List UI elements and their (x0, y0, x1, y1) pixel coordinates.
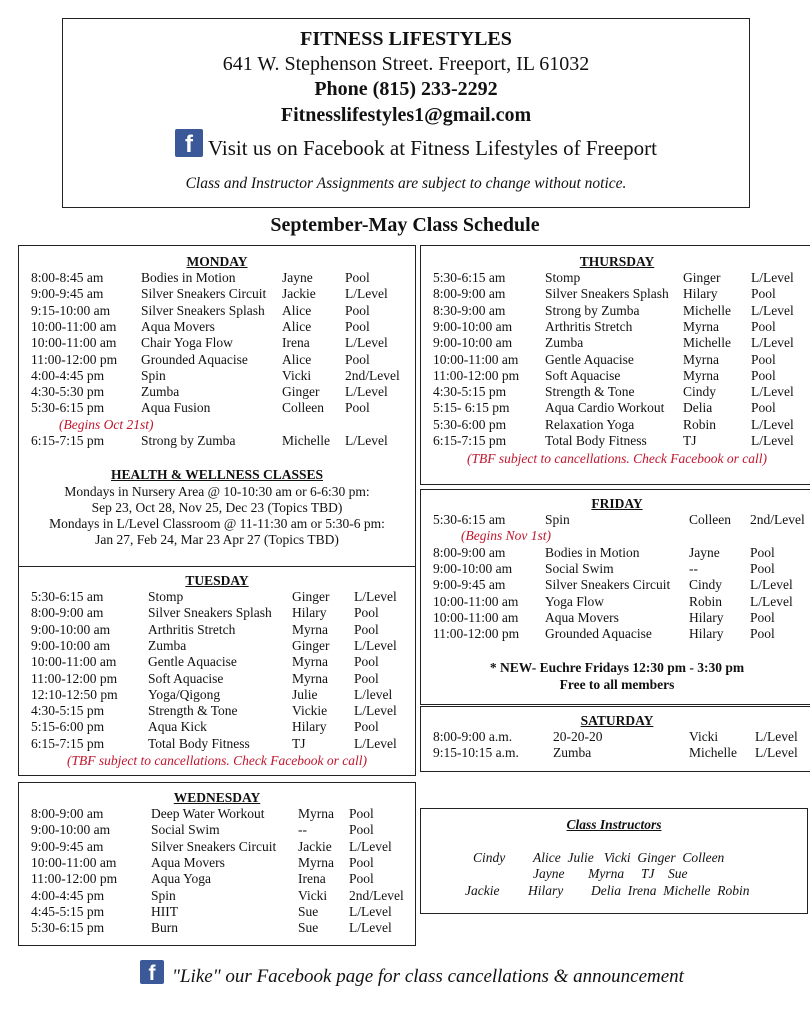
class-time: 4:00-4:45 pm (31, 367, 105, 383)
class-location: L/Level (354, 735, 397, 751)
class-time: 9:00-10:00 am (31, 621, 111, 637)
saturday-box (420, 706, 810, 772)
class-location: L/Level (750, 577, 793, 593)
schedule-row (421, 594, 810, 610)
instructor-names: Alice Julie Vicki Ginger Colleen (533, 850, 725, 865)
saturday-title: SATURDAY (580, 713, 654, 728)
class-instructor: Hilary (689, 609, 724, 625)
class-instructor: Jayne (689, 544, 720, 560)
free-line: Free to all members (559, 677, 675, 692)
class-location: Pool (349, 806, 374, 821)
class-name: Relaxation Yoga (545, 416, 635, 432)
health-line: Mondays in Nursery Area @ 10-10:30 am or 6-6:30 pm: (64, 484, 370, 499)
class-location: L/Level (354, 589, 397, 604)
class-name: Silver Sneakers Splash (148, 605, 272, 621)
instructor-name: Hilary (528, 883, 564, 898)
class-location: L/Level (354, 637, 397, 653)
class-name: Bodies in Motion (141, 270, 236, 285)
class-name: Strong by Zumba (545, 302, 640, 318)
tuesday-note: (TBF subject to cancellations. Check Facebook or call) (67, 753, 367, 768)
thursday-schedule (421, 270, 810, 455)
schedule-row (19, 270, 415, 286)
class-location: Pool (750, 609, 775, 625)
class-time: 9:00-10:00 am (433, 560, 513, 576)
class-time: 9:00-10:00 am (433, 335, 513, 351)
schedule-row (421, 610, 810, 626)
class-location: Pool (345, 270, 370, 285)
class-instructor: Michelle (683, 302, 731, 318)
schedule-row (19, 687, 415, 703)
class-time: 8:00-9:00 am (433, 544, 506, 560)
class-location: L/Level (349, 838, 392, 854)
class-instructor: Myrna (683, 318, 719, 334)
class-instructor: Ginger (683, 270, 721, 285)
class-instructor: TJ (292, 735, 306, 751)
class-name: Stomp (148, 589, 184, 604)
schedule-row (19, 671, 415, 687)
class-name: Zumba (553, 745, 592, 761)
schedule-row (421, 400, 810, 416)
class-location: 2nd/Level (349, 887, 404, 903)
class-instructor: Cindy (689, 577, 723, 593)
class-location: Pool (751, 367, 776, 383)
class-name: Yoga/Qigong (148, 686, 221, 702)
class-instructor: -- (689, 560, 698, 576)
class-instructor: Myrna (683, 367, 719, 383)
class-time: 4:30-5:15 pm (433, 384, 507, 400)
class-location: Pool (345, 318, 370, 334)
schedule-row (421, 335, 810, 351)
header-box (62, 18, 750, 208)
class-instructor: Michelle (683, 335, 731, 351)
schedule-row (421, 626, 810, 642)
class-instructor: Alice (282, 351, 312, 367)
schedule-row (19, 433, 415, 449)
class-instructor: Myrna (292, 621, 328, 637)
saturday-schedule (421, 729, 810, 765)
schedule-row (421, 512, 810, 528)
monday-title: MONDAY (186, 254, 248, 269)
thursday-title: THURSDAY (579, 254, 655, 269)
class-location: Pool (751, 351, 776, 367)
class-location: Pool (354, 621, 379, 637)
class-name: Silver Sneakers Splash (141, 302, 265, 318)
wednesday-schedule (19, 806, 415, 941)
schedule-row (421, 270, 810, 286)
class-instructor: Myrna (683, 351, 719, 367)
class-instructor: Myrna (298, 854, 334, 870)
class-name: Stomp (545, 270, 581, 285)
class-time: 11:00-12:00 pm (31, 670, 118, 686)
class-time: 6:15-7:15 pm (31, 433, 105, 448)
class-instructor: Cindy (683, 384, 717, 400)
schedule-row (421, 561, 810, 577)
schedule-row (19, 871, 415, 887)
class-time: 9:00-9:45 am (433, 577, 506, 593)
class-time: 8:00-9:00 am (31, 605, 104, 621)
class-name: Total Body Fitness (148, 735, 250, 751)
instructor-name: Jackie (465, 883, 500, 898)
class-location: Pool (751, 400, 776, 416)
schedule-row (421, 384, 810, 400)
class-name: Spin (151, 887, 176, 903)
gym-email: Fitnesslifestyles1@gmail.com (280, 104, 532, 126)
schedule-row (19, 286, 415, 302)
schedule-row (19, 822, 415, 838)
class-time: 9:00-9:45 am (31, 838, 104, 854)
class-location: L/Level (751, 270, 794, 285)
class-time: 11:00-12:00 pm (31, 351, 118, 367)
instructor-names: Jayne Myrna TJ Sue (533, 866, 688, 881)
class-time: 8:00-9:00 am (433, 286, 506, 302)
facebook-visit-text: Visit us on Facebook at Fitness Lifestyles of Freeport (208, 136, 658, 160)
class-name: Silver Sneakers Circuit (141, 286, 267, 302)
class-instructor: Hilary (292, 719, 327, 735)
class-instructor: Hilary (292, 605, 327, 621)
class-time: 8:00-9:00 a.m. (433, 729, 513, 744)
class-name: Silver Sneakers Circuit (151, 838, 277, 854)
schedule-row (19, 400, 415, 416)
class-time: 5:30-6:00 pm (433, 416, 507, 432)
class-time: 4:00-4:45 pm (31, 887, 105, 903)
thursday-note: (TBF subject to cancellations. Check Facebook or call) (467, 451, 767, 466)
class-location: 2nd/Level (345, 367, 400, 383)
class-time: 9:15-10:15 a.m. (433, 745, 519, 761)
class-name: Soft Aquacise (148, 670, 224, 686)
gym-phone: Phone (815) 233-2292 (314, 78, 498, 100)
health-title: HEALTH & WELLNESS CLASSES (111, 467, 323, 482)
class-instructor: Myrna (292, 670, 328, 686)
class-time: 9:00-10:00 am (433, 318, 513, 334)
class-instructor: Ginger (292, 589, 330, 604)
class-name: Social Swim (151, 822, 220, 838)
class-name: Gentle Aquacise (148, 654, 237, 670)
class-instructor: Michelle (282, 433, 330, 448)
class-location: Pool (750, 544, 775, 560)
class-location: Pool (349, 854, 374, 870)
class-location: Pool (354, 670, 379, 686)
class-location: Pool (751, 286, 776, 302)
class-location: L/Level (345, 433, 388, 448)
class-name: Chair Yoga Flow (141, 335, 233, 351)
class-time: 5:30-6:15 pm (31, 920, 105, 936)
schedule-row (421, 433, 810, 449)
schedule-row (421, 729, 810, 745)
friday-title: FRIDAY (591, 496, 643, 511)
euchre-line: * NEW- Euchre Fridays 12:30 pm - 3:30 pm (489, 660, 745, 675)
class-name: Aqua Movers (151, 854, 225, 870)
class-location: Pool (354, 605, 379, 621)
notice-text: Class and Instructor Assignments are subject to change without notice. (185, 175, 627, 192)
schedule-row (19, 319, 415, 335)
class-instructor: Ginger (292, 637, 330, 653)
class-instructor: Vicki (298, 887, 328, 903)
class-time: 6:15-7:15 pm (433, 433, 507, 448)
wednesday-box (18, 782, 416, 946)
monday-box (18, 245, 416, 567)
class-time: 5:30-6:15 am (433, 270, 506, 285)
class-time: 9:00-10:00 am (31, 822, 111, 838)
schedule-row (421, 286, 810, 302)
class-time: 4:45-5:15 pm (31, 903, 105, 919)
class-time: 10:00-11:00 am (31, 318, 117, 334)
class-name: Aqua Cardio Workout (545, 400, 665, 416)
schedule-row (19, 335, 415, 351)
class-time: 5:30-6:15 am (31, 589, 104, 604)
class-location: Pool (354, 719, 379, 735)
class-location: Pool (345, 302, 370, 318)
class-name: Aqua Movers (141, 318, 215, 334)
schedule-title: September-May Class Schedule (270, 214, 540, 236)
class-time: 5:15- 6:15 pm (433, 400, 510, 416)
class-time: 10:00-11:00 am (31, 854, 117, 870)
class-name: Strength & Tone (545, 384, 635, 400)
schedule-row (19, 839, 415, 855)
class-instructor: Sue (298, 903, 319, 919)
schedule-row (421, 352, 810, 368)
class-location: 2nd/Level (750, 512, 805, 527)
class-name: Arthritis Stretch (148, 621, 236, 637)
class-time: 10:00-11:00 am (433, 609, 519, 625)
gym-title: FITNESS LIFESTYLES (300, 28, 512, 50)
health-line: Jan 27, Feb 24, Mar 23 Apr 27 (Topics TBD) (95, 532, 339, 547)
class-instructor: Jackie (298, 838, 332, 854)
class-name: Total Body Fitness (545, 433, 647, 448)
facebook-icon[interactable]: f (175, 129, 203, 157)
class-instructor: Vicki (689, 729, 719, 744)
health-line: Sep 23, Oct 28, Nov 25, Dec 23 (Topics TBD) (91, 500, 343, 515)
class-time: 4:30-5:15 pm (31, 703, 105, 719)
schedule-row (19, 352, 415, 368)
tuesday-box (18, 566, 416, 776)
class-time: 8:00-8:45 am (31, 270, 104, 285)
schedule-row (19, 605, 415, 621)
class-location: L/Level (345, 335, 388, 351)
schedule-row (421, 545, 810, 561)
class-instructor: Robin (689, 593, 723, 609)
class-instructor: -- (298, 822, 307, 838)
class-name: Bodies in Motion (545, 544, 640, 560)
class-location: L/Level (751, 335, 794, 351)
class-instructor: Robin (683, 416, 717, 432)
class-location: Pool (345, 351, 370, 367)
friday-note: (Begins Nov 1st) (461, 528, 551, 543)
class-instructor: Julie (292, 686, 318, 702)
class-time: 9:00-10:00 am (31, 637, 111, 653)
class-instructor: Delia (683, 400, 713, 416)
tuesday-title: TUESDAY (185, 573, 249, 588)
class-instructor: Jayne (282, 270, 313, 285)
class-location: L/Level (755, 745, 798, 761)
class-time: 6:15-7:15 pm (31, 735, 105, 751)
class-instructor: Irena (298, 871, 326, 887)
class-name: Burn (151, 920, 178, 936)
class-instructor: Myrna (298, 806, 334, 821)
tuesday-schedule (19, 589, 415, 754)
facebook-icon[interactable]: f (140, 960, 164, 984)
schedule-row (19, 654, 415, 670)
class-name: Zumba (141, 384, 180, 400)
class-location: L/Level (751, 384, 794, 400)
schedule-row (19, 855, 415, 871)
class-location: L/Level (345, 384, 388, 400)
schedule-row (19, 368, 415, 384)
schedule-row (421, 368, 810, 384)
class-name: Grounded Aquacise (141, 351, 248, 367)
thursday-box (420, 245, 810, 485)
class-location: L/level (354, 686, 393, 702)
class-time: 12:10-12:50 pm (31, 686, 118, 702)
schedule-row (19, 703, 415, 719)
class-name: Aqua Yoga (151, 871, 212, 887)
schedule-row (421, 577, 810, 593)
class-time: 9:15-10:00 am (31, 302, 111, 318)
class-instructor: Ginger (282, 384, 320, 400)
class-time: 9:00-9:45 am (31, 286, 104, 302)
class-location: L/Level (345, 286, 388, 302)
health-line: Mondays in L/Level Classroom @ 11-11:30 am or 5:30-6 pm: (49, 516, 385, 531)
class-location: L/Level (751, 302, 794, 318)
class-time: 5:15-6:00 pm (31, 719, 105, 735)
class-location: Pool (349, 871, 374, 887)
schedule-row (19, 638, 415, 654)
class-instructor: Irena (282, 335, 310, 351)
class-name: Aqua Kick (148, 719, 207, 735)
class-instructor: Vicki (282, 367, 312, 383)
friday-box (420, 489, 810, 705)
schedule-row (19, 920, 415, 936)
class-location: L/Level (354, 703, 397, 719)
class-location: L/Level (750, 593, 793, 609)
class-time: 11:00-12:00 pm (433, 626, 520, 642)
schedule-row (19, 719, 415, 735)
schedule-row (421, 319, 810, 335)
class-location: Pool (354, 654, 379, 670)
class-name: Soft Aquacise (545, 367, 621, 383)
class-name: HIIT (151, 903, 178, 919)
class-instructor: Myrna (292, 654, 328, 670)
class-location: L/Level (751, 433, 794, 448)
class-instructor: Sue (298, 920, 319, 936)
monday-note: (Begins Oct 21st) (59, 417, 154, 432)
class-name: Social Swim (545, 560, 614, 576)
instructors-title: Class Instructors (566, 817, 662, 832)
schedule-row (19, 303, 415, 319)
class-time: 10:00-11:00 am (433, 351, 519, 367)
class-location: Pool (750, 560, 775, 576)
schedule-row (19, 622, 415, 638)
class-location: Pool (345, 400, 370, 416)
class-time: 10:00-11:00 am (31, 335, 117, 351)
class-time: 8:30-9:00 am (433, 302, 506, 318)
class-name: Aqua Movers (545, 609, 619, 625)
instructor-name: Cindy (473, 850, 506, 865)
class-time: 8:00-9:00 am (31, 806, 104, 821)
schedule-row (421, 303, 810, 319)
class-location: Pool (751, 318, 776, 334)
class-name: Strong by Zumba (141, 433, 236, 448)
class-name: Silver Sneakers Circuit (545, 577, 671, 593)
class-name: 20-20-20 (553, 729, 603, 744)
schedule-row (19, 736, 415, 752)
class-name: Arthritis Stretch (545, 318, 633, 334)
class-name: Gentle Aquacise (545, 351, 634, 367)
class-location: Pool (349, 822, 374, 838)
class-instructor: Jackie (282, 286, 316, 302)
class-instructor: Alice (282, 302, 312, 318)
class-time: 5:30-6:15 am (433, 512, 506, 527)
wednesday-title: WEDNESDAY (173, 790, 261, 805)
class-time: 10:00-11:00 am (433, 593, 519, 609)
class-name: Zumba (148, 637, 187, 653)
schedule-row (19, 589, 415, 605)
class-instructor: Colleen (282, 400, 324, 416)
schedule-row (421, 745, 810, 761)
instructors-box (420, 808, 808, 914)
class-time: 11:00-12:00 pm (433, 367, 520, 383)
class-instructor: Hilary (683, 286, 718, 302)
gym-address: 641 W. Stephenson Street. Freeport, IL 61032 (222, 53, 590, 75)
class-name: Grounded Aquacise (545, 626, 652, 642)
schedule-row (19, 904, 415, 920)
schedule-row (19, 806, 415, 822)
class-instructor: TJ (683, 433, 697, 448)
class-time: 11:00-12:00 pm (31, 871, 118, 887)
class-name: Zumba (545, 335, 584, 351)
class-location: L/Level (751, 416, 794, 432)
class-name: Strength & Tone (148, 703, 238, 719)
facebook-like-text: "Like" our Facebook page for class cancellations & announcement (172, 966, 684, 987)
class-name: Spin (141, 367, 166, 383)
class-name: Spin (545, 512, 570, 527)
class-instructor: Alice (282, 318, 312, 334)
class-time: 10:00-11:00 am (31, 654, 117, 670)
class-instructor: Colleen (689, 512, 731, 527)
schedule-row (19, 888, 415, 904)
class-time: 4:30-5:30 pm (31, 384, 105, 400)
class-instructor: Michelle (689, 745, 737, 761)
class-location: Pool (750, 626, 775, 642)
instructor-names: Delia Irena Michelle Robin (591, 883, 750, 898)
class-location: L/Level (755, 729, 798, 744)
class-instructor: Vickie (292, 703, 328, 719)
class-instructor: Hilary (689, 626, 724, 642)
class-name: Silver Sneakers Splash (545, 286, 669, 302)
class-name: Aqua Fusion (141, 400, 211, 416)
schedule-row (19, 384, 415, 400)
class-location: L/Level (349, 920, 392, 936)
class-location: L/Level (349, 903, 392, 919)
class-time: 5:30-6:15 pm (31, 400, 105, 416)
class-name: Yoga Flow (545, 593, 605, 609)
schedule-row (421, 417, 810, 433)
class-name: Deep Water Workout (151, 806, 265, 821)
